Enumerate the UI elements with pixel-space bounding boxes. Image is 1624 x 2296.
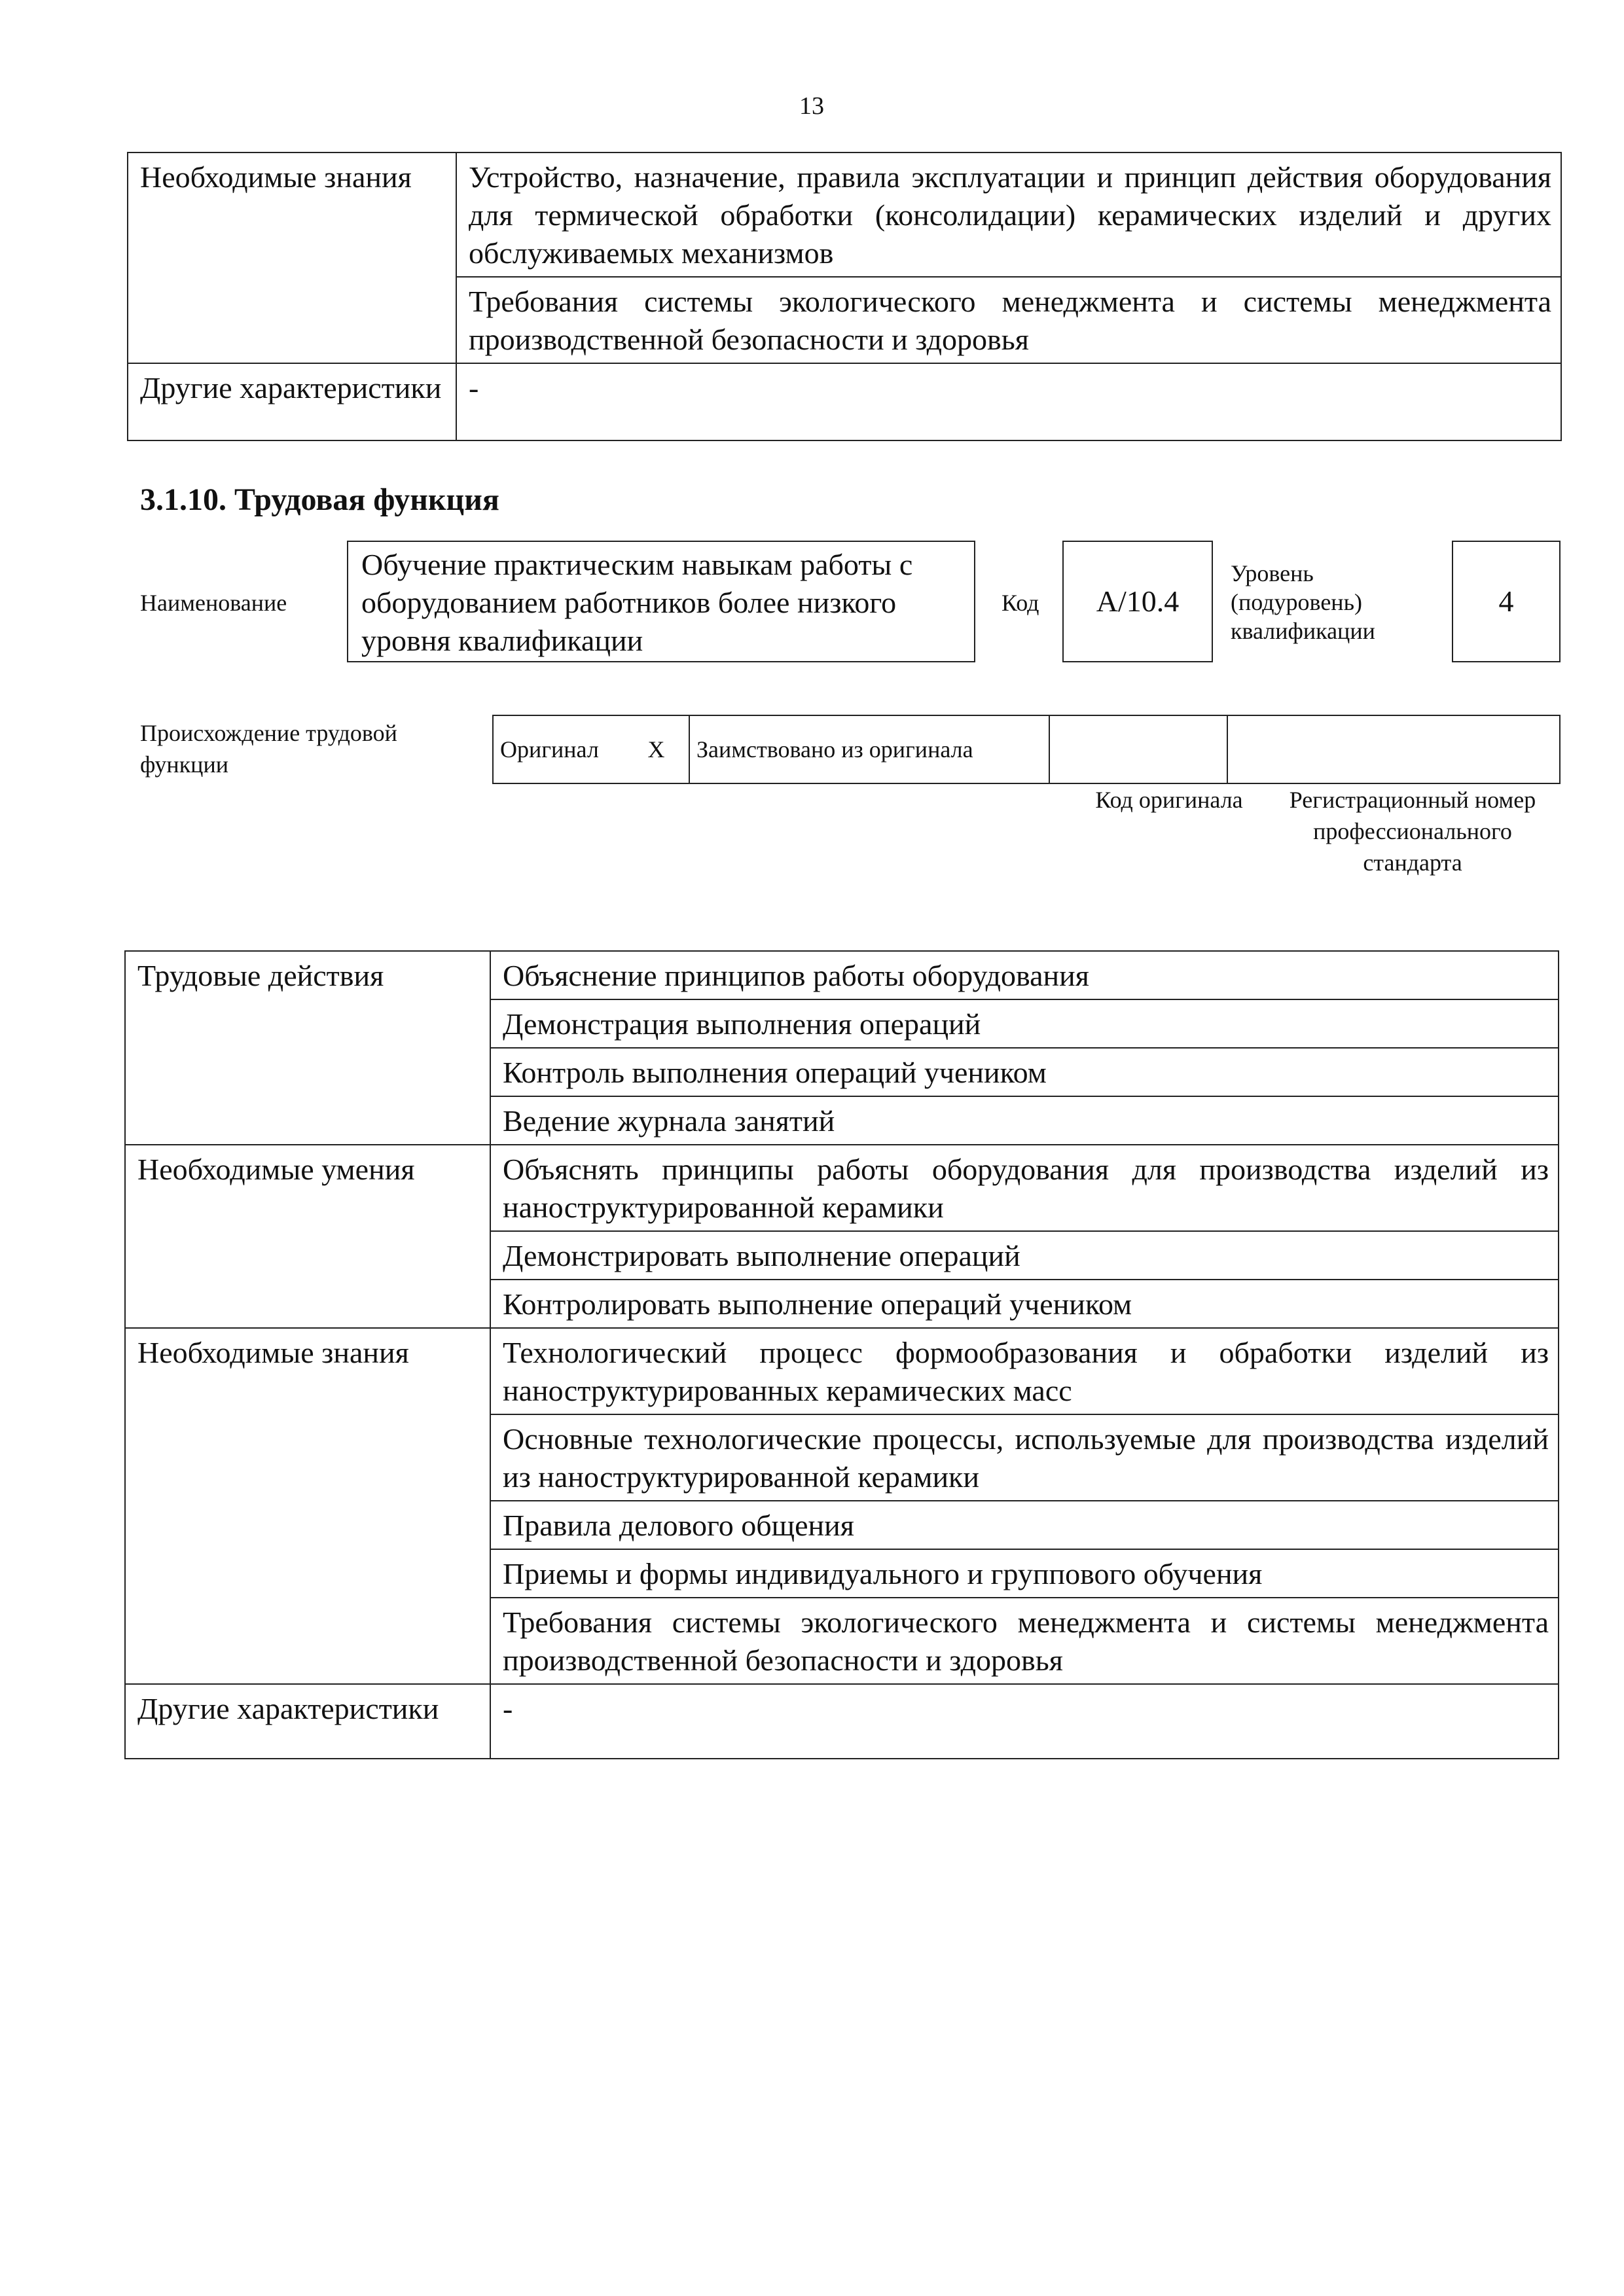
origin-borrowed-label: Заимствовано из оригинала: [689, 715, 1049, 783]
table-row: [125, 1328, 1559, 1414]
row-label: Необходимые умения: [125, 1145, 490, 1328]
level-value: 4: [1452, 541, 1561, 662]
caption-reg-number: Регистрационный номер профессионального стандарта: [1289, 787, 1536, 876]
table-cell: Ведение журнала занятий: [490, 1096, 1559, 1145]
origin-mark: X: [624, 715, 689, 783]
top-knowledge-table: [127, 152, 1562, 441]
row-label: Другие характеристики: [125, 1684, 490, 1759]
page-number: 13: [799, 92, 824, 120]
origin-table: [492, 715, 1561, 784]
table-cell: Правила делового общения: [490, 1501, 1559, 1549]
level-label: Уровень (подуровень) квалификации: [1231, 560, 1375, 644]
section-heading: 3.1.10. Трудовая функция: [140, 482, 499, 517]
table-cell: Основные технологические процессы, используемые для производства изделий из наноструктурированной керамики: [490, 1414, 1559, 1501]
origin-reg-cell: [1227, 715, 1560, 783]
row-label: Трудовые действия: [125, 951, 490, 1145]
table-row: [493, 715, 1560, 783]
row-label: Другие характеристики: [128, 363, 456, 440]
table-cell: Устройство, назначение, правила эксплуатации и принцип действия оборудования для термической обработки (консолидации) керамических изделий и других обслуживаемых механизмов: [456, 152, 1561, 277]
labor-function-table: [124, 950, 1559, 1759]
table-cell: Контроль выполнения операций учеником: [490, 1048, 1559, 1096]
code-label: Код: [1001, 590, 1039, 616]
table-row: [128, 152, 1561, 277]
row-label: Необходимые знания: [128, 152, 456, 363]
table-cell: Объяснение принципов работы оборудования: [490, 951, 1559, 999]
name-label: Наименование: [140, 590, 287, 616]
table-cell: Контролировать выполнение операций учеником: [490, 1280, 1559, 1328]
caption-original-code: Код оригинала: [1095, 787, 1243, 813]
table-cell: Требования системы экологического менеджмента и системы менеджмента производственной безопасности и здоровья: [456, 277, 1561, 363]
table-cell: Технологический процесс формообразования и обработки изделий из наноструктурированных керамических масс: [490, 1328, 1559, 1414]
table-row: [125, 951, 1559, 999]
origin-original-label: Оригинал: [493, 715, 624, 783]
table-cell: Демонстрация выполнения операций: [490, 999, 1559, 1048]
table-cell: -: [490, 1684, 1559, 1759]
table-row: [128, 363, 1561, 440]
table-cell: Объяснять принципы работы оборудования для производства изделий из наноструктурированной керамики: [490, 1145, 1559, 1231]
code-value: А/10.4: [1062, 541, 1213, 662]
table-cell: -: [456, 363, 1561, 440]
function-name-value: Обучение практическим навыкам работы с оборудованием работников более низкого уровня квалификации: [347, 541, 975, 662]
table-row: [125, 1684, 1559, 1759]
table-cell: Требования системы экологического менеджмента и системы менеджмента производственной безопасности и здоровья: [490, 1598, 1559, 1684]
origin-code-cell: [1049, 715, 1227, 783]
row-label: Необходимые знания: [125, 1328, 490, 1684]
table-cell: Приемы и формы индивидуального и группового обучения: [490, 1549, 1559, 1598]
table-row: [125, 1145, 1559, 1231]
table-cell: Демонстрировать выполнение операций: [490, 1231, 1559, 1280]
origin-label: Происхождение трудовой функции: [140, 720, 397, 778]
